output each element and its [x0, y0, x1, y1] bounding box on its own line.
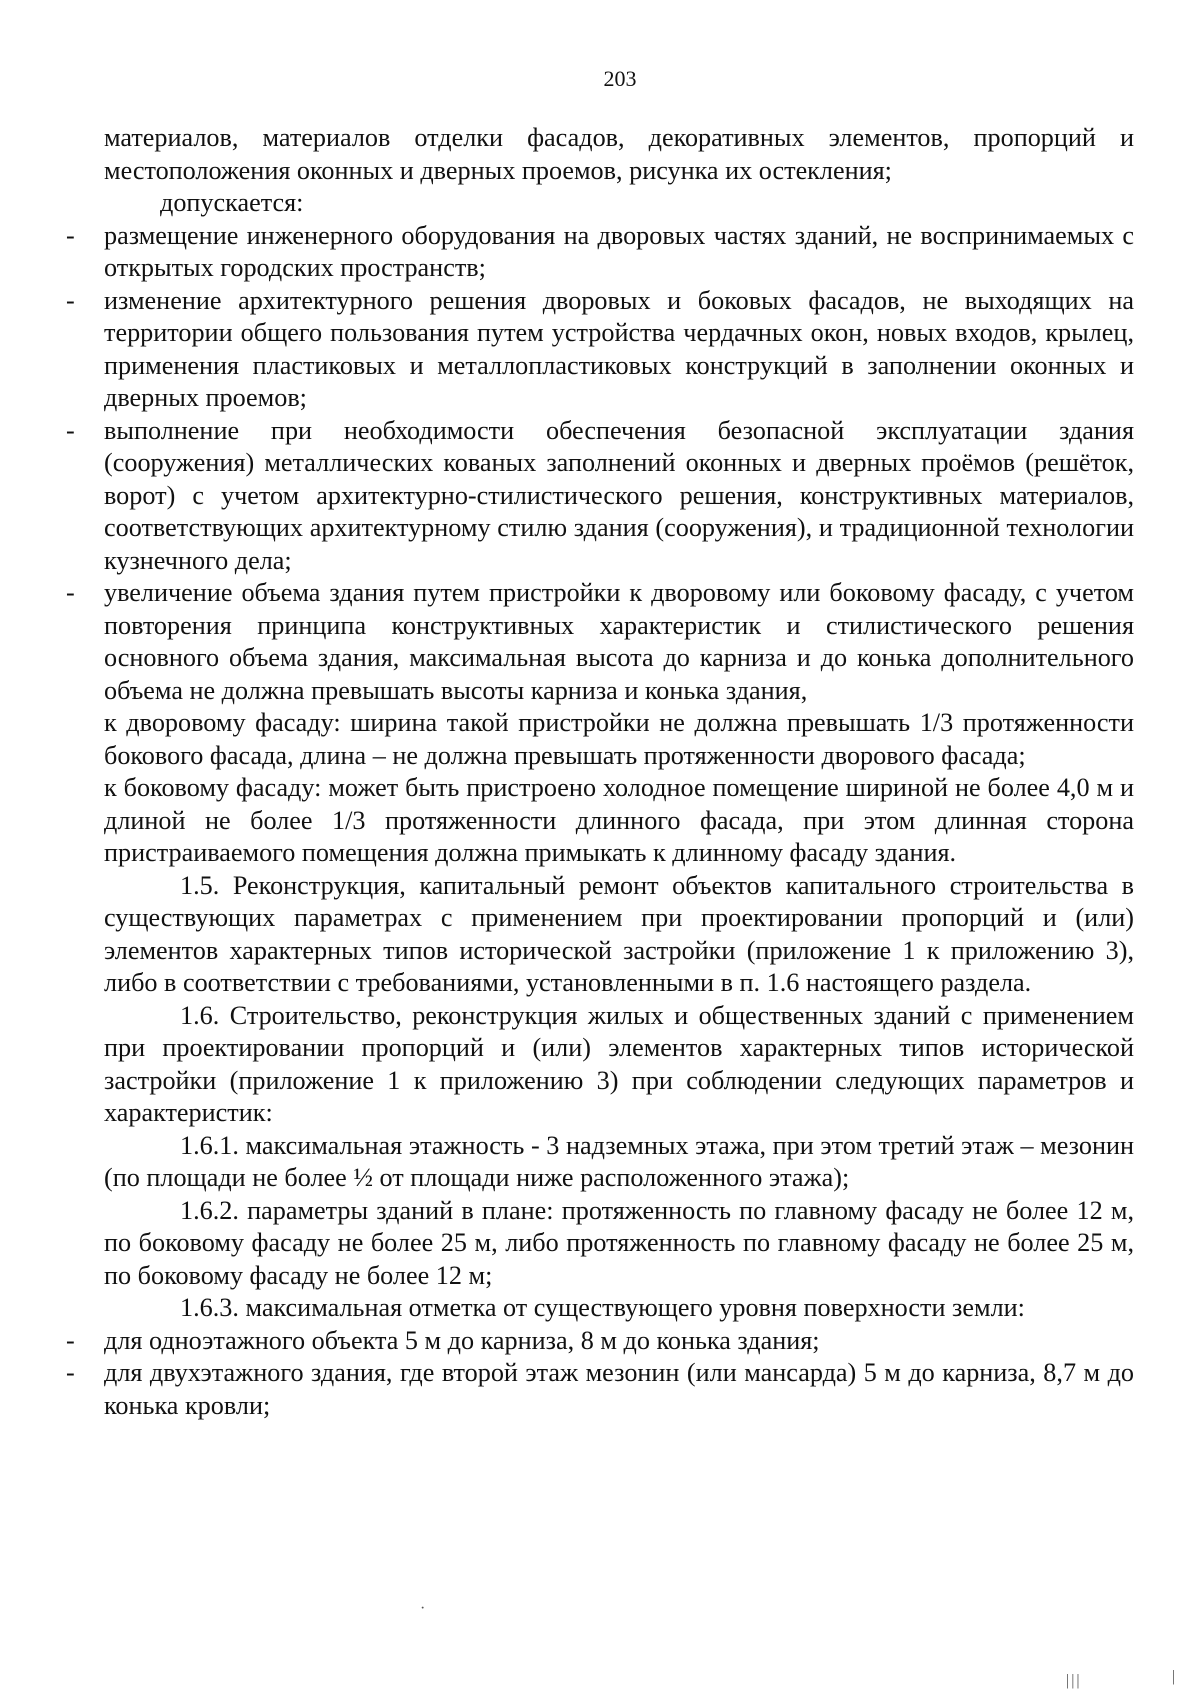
- section-1-5: 1.5. Реконструкция, капитальный ремонт объектов капитального строительства в существующих параметрах с применением при проектировании пропорций и (или) элементов характерных типов исторической застройки (приложение 1 к приложению 3), либо в соответствии с требованиями, установленными в п. 1.6 настоящего раздела.: [104, 870, 1134, 997]
- section-1-6-2: 1.6.2. параметры зданий в плане: протяженность по главному фасаду не более 12 м, по боковому фасаду не более 25 м, либо протяженность по главному фасаду не более 25 м, по боковому фасаду не более 12 м;: [104, 1195, 1134, 1290]
- paragraph-allowed: допускается:: [160, 188, 304, 217]
- document-body: [66, 122, 1134, 1422]
- list-item: [66, 577, 1134, 707]
- scan-speck: ·: [420, 1600, 426, 1617]
- list-item: [66, 220, 1134, 285]
- bullet-dash: -: [66, 1325, 75, 1355]
- bullet-dash: -: [66, 415, 75, 445]
- section-1-6-1: 1.6.1. максимальная этажность - 3 надземных этажа, при этом третий этаж – мезонин (по площади не более ½ от площади ниже расположенного этажа);: [104, 1130, 1134, 1192]
- list-item: [66, 1325, 1134, 1358]
- bullet-dash: -: [66, 285, 75, 315]
- bullet-dash: -: [66, 220, 75, 250]
- page-number: 203: [603, 66, 637, 91]
- list-item-text: для двухэтажного здания, где второй этаж мезонин (или мансарда) 5 м до карниза, 8,7 м до конька кровли;: [104, 1358, 1134, 1420]
- section-1-6-3: 1.6.3. максимальная отметка от существующего уровня поверхности земли:: [180, 1293, 1025, 1322]
- list-item-text: увеличение объема здания путем пристройки к дворовому или боковому фасаду, с учетом повторения принципа конструктивных характеристик и стилистического решения основного объема здания, максимальная высота до карниза и до конька дополнительного объема не должна превышать высоты карниза и конька здания,: [104, 578, 1134, 705]
- scan-edge-mark: |||: [1066, 1672, 1082, 1689]
- section-1-6: 1.6. Строительство, реконструкция жилых и общественных зданий с применением при проектировании пропорций и (или) элементов характерных типов исторической застройки (приложение 1 к приложению 3) при соблюдении следующих параметров и характеристик:: [104, 1000, 1134, 1127]
- list-item: [66, 1357, 1134, 1422]
- list-item-text: размещение инженерного оборудования на дворовых частях зданий, не воспринимаемых с открытых городских пространств;: [104, 220, 1134, 282]
- list-item-continuation: к боковому фасаду: может быть пристроено холодное помещение шириной не более 4,0 м и длиной не более 1/3 протяженности длинного фасада, при этом длинная сторона пристраиваемого помещения должна примыкать к длинному фасаду здания.: [104, 773, 1134, 867]
- bullet-dash: -: [66, 1358, 75, 1387]
- list-item: [66, 285, 1134, 415]
- list-item-continuation: к дворовому фасаду: ширина такой пристройки не должна превышать 1/3 протяженности бокового фасада, длина – не должна превышать протяженности дворового фасада;: [104, 708, 1134, 770]
- list-item-text: изменение архитектурного решения дворовых и боковых фасадов, не выходящих на территории общего пользования путем устройства чердачных окон, новых входов, крылец, применения пластиковых и металлопластиковых конструкций в заполнении оконных и дверных проемов;: [104, 285, 1134, 412]
- bullet-dash: -: [66, 578, 75, 607]
- list-item: [66, 415, 1134, 578]
- list-item-text: для одноэтажного объекта 5 м до карниза, 8 м до конька здания;: [104, 1325, 820, 1355]
- list-item-text: выполнение при необходимости обеспечения безопасной эксплуатации здания (сооружения) металлических кованых заполнений оконных и дверных проёмов (решёток, ворот) с учетом архитектурно-стилистического решения, конструктивных материалов, соответствующих архитектурному стилю здания (сооружения), и традиционной технологии кузнечного дела;: [104, 415, 1134, 575]
- paragraph-continuation: материалов, материалов отделки фасадов, декоративных элементов, пропорций и местоположения оконных и дверных проемов, рисунка их остекления;: [104, 123, 1134, 185]
- scan-edge-mark: |: [1172, 1668, 1176, 1685]
